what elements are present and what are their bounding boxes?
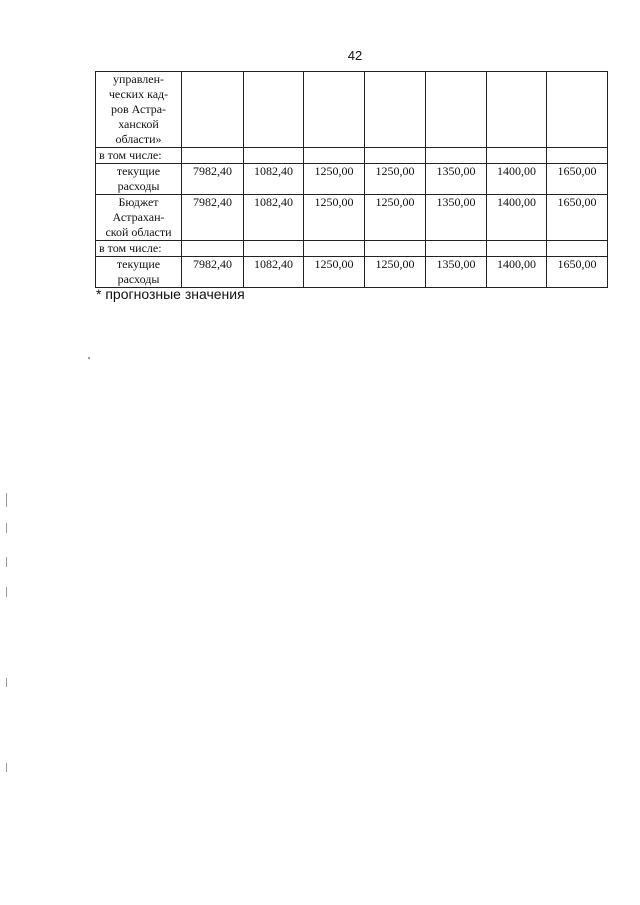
table-row xyxy=(96,148,608,164)
value-cell: 1650,00 xyxy=(547,164,608,195)
row-label-line: расходы xyxy=(117,272,160,286)
table-row xyxy=(96,164,608,195)
row-label-line: расходы xyxy=(117,179,160,193)
page-number: 42 xyxy=(347,48,363,63)
value-cell xyxy=(182,148,244,164)
value-cell: 1250,00 xyxy=(304,257,365,288)
value-cell xyxy=(487,241,547,257)
row-label-line: текущие xyxy=(116,164,161,178)
scan-speck xyxy=(6,493,7,507)
value-cell xyxy=(426,241,487,257)
table-row xyxy=(96,195,608,241)
value-cell: 7982,40 xyxy=(182,164,244,195)
value-cell: 1082,40 xyxy=(244,195,304,241)
value-cell: 7982,40 xyxy=(182,257,244,288)
value-cell xyxy=(365,72,426,148)
value-cell: 1250,00 xyxy=(304,164,365,195)
value-cell xyxy=(244,72,304,148)
value-cell: 1650,00 xyxy=(547,257,608,288)
value-cell: 1400,00 xyxy=(487,164,547,195)
value-cell xyxy=(487,72,547,148)
table-row xyxy=(96,241,608,257)
row-label-line: ханской xyxy=(118,117,159,131)
value-cell xyxy=(244,241,304,257)
value-cell xyxy=(244,148,304,164)
value-cell: 1400,00 xyxy=(487,195,547,241)
row-label-line: управлен- xyxy=(113,72,164,86)
value-cell: 1250,00 xyxy=(365,195,426,241)
scan-speck xyxy=(6,763,7,772)
scan-speck xyxy=(6,523,7,533)
row-label-line: текущие xyxy=(116,257,161,271)
value-cell: 1650,00 xyxy=(547,195,608,241)
budget-table xyxy=(95,71,608,288)
value-cell xyxy=(304,72,365,148)
row-label-line: Бюджет xyxy=(118,195,159,209)
row-label-line: ческих кад- xyxy=(108,87,169,101)
value-cell: 1250,00 xyxy=(365,164,426,195)
scan-speck xyxy=(6,678,7,687)
value-cell xyxy=(426,72,487,148)
row-label xyxy=(96,164,182,195)
value-cell xyxy=(426,148,487,164)
row-label-line: Астрахан- xyxy=(112,210,165,224)
scan-speck xyxy=(6,557,7,567)
value-cell: 7982,40 xyxy=(182,195,244,241)
value-cell xyxy=(304,148,365,164)
row-label xyxy=(96,257,182,288)
value-cell xyxy=(365,241,426,257)
row-label-line: ской области xyxy=(105,225,172,239)
value-cell xyxy=(487,148,547,164)
value-cell: 1082,40 xyxy=(244,257,304,288)
value-cell xyxy=(182,241,244,257)
value-cell: 1250,00 xyxy=(304,195,365,241)
value-cell: 1250,00 xyxy=(365,257,426,288)
row-subheader-label: в том числе: xyxy=(96,148,182,164)
value-cell: 1350,00 xyxy=(426,195,487,241)
row-label xyxy=(96,72,182,148)
table-row xyxy=(96,257,608,288)
scan-speck xyxy=(6,587,7,597)
value-cell xyxy=(182,72,244,148)
row-label-line: ров Астра- xyxy=(110,102,167,116)
value-cell: 1350,00 xyxy=(426,164,487,195)
value-cell: 1400,00 xyxy=(487,257,547,288)
value-cell xyxy=(547,72,608,148)
row-subheader-label: в том числе: xyxy=(96,241,182,257)
value-cell: 1082,40 xyxy=(244,164,304,195)
value-cell: 1350,00 xyxy=(426,257,487,288)
value-cell xyxy=(365,148,426,164)
table-body xyxy=(96,72,608,288)
row-label xyxy=(96,195,182,241)
value-cell xyxy=(547,148,608,164)
row-label-line: области» xyxy=(115,132,162,146)
table-row xyxy=(96,72,608,148)
value-cell xyxy=(304,241,365,257)
scan-speck xyxy=(88,357,90,359)
footnote: * прогнозные значения xyxy=(96,286,245,302)
value-cell xyxy=(547,241,608,257)
